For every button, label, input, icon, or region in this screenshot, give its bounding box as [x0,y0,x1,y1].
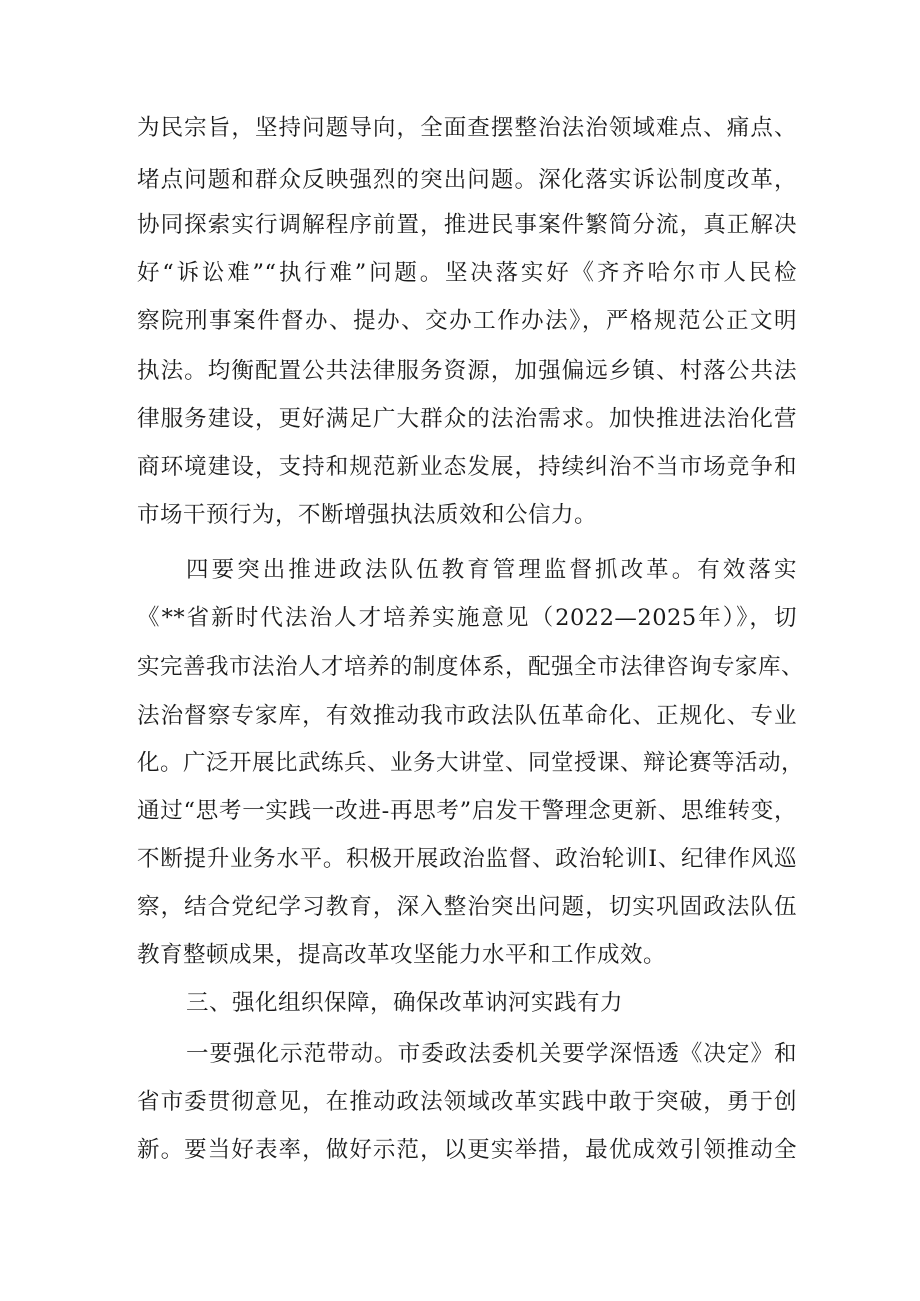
text-line-15: 通过“思考一实践一改进-再思考”启发干警理念更新、思维转变， [137,798,797,824]
paragraph-1-first-line: 一要强化示范带动。市委政法委机关要学深悟透《决定》和 [186,1041,797,1067]
text-line-5: 察院刑事案件督办、提办、交办工作办法》，严格规范公正文明 [137,308,797,334]
text-line-6: 执法。均衡配置公共法律服务资源，加强偏远乡镇、村落公共法 [137,358,797,384]
text-line-14: 化。广泛开展比武练兵、业务大讲堂、同堂授课、辩论赛等活动， [137,750,805,776]
text-line-1: 为民宗旨，坚持问题导向，全面查摆整治法治领域难点、痛点、 [137,115,797,141]
text-line-11: 《**省新时代法治人才培养实施意见（2022—2025年）》，切 [137,605,797,631]
text-line-7: 律服务建设，更好满足广大群众的法治需求。加快推进法治化营 [137,406,797,432]
text-line-18: 教育整顿成果，提高改革攻坚能力水平和工作成效。 [137,942,667,968]
text-line-3: 协同探索实行调解程序前置，推进民事案件繁简分流，真正解决 [137,212,797,238]
text-line-2: 堵点问题和群众反映强烈的突出问题。深化落实诉讼制度改革， [137,167,797,193]
text-line-17: 察，结合党纪学习教育，深入整治突出问题，切实巩固政法队伍 [137,894,797,920]
text-line-22: 新。要当好表率，做好示范，以更实举措，最优成效引领推动全 [137,1137,797,1163]
text-line-12: 实完善我市法治人才培养的制度体系，配强全市法律咨询专家库、 [137,654,805,680]
text-line-16: 不断提升业务水平。积极开展政治监督、政治轮训I、纪律作风巡 [137,846,797,872]
text-line-9: 市场干预行为，不断增强执法质效和公信力。 [137,502,598,528]
paragraph-4-first-line: 四要突出推进政法队伍教育管理监督抓改革。有效落实 [186,557,797,583]
text-line-4: 好“诉讼难”“执行难”问题。坚决落实好《齐齐哈尔市人民检 [137,260,797,286]
section-heading-3: 三、强化组织保障，确保改革讷河实践有力 [186,990,624,1016]
text-line-13: 法治督察专家库，有效推动我市政法队伍革命化、正规化、专业 [137,703,797,729]
text-line-21: 省市委贯彻意见，在推动政法领域改革实践中敢于突破，勇于创 [137,1089,797,1115]
text-line-8: 商环境建设，支持和规范新业态发展，持续纠治不当市场竞争和 [137,454,797,480]
